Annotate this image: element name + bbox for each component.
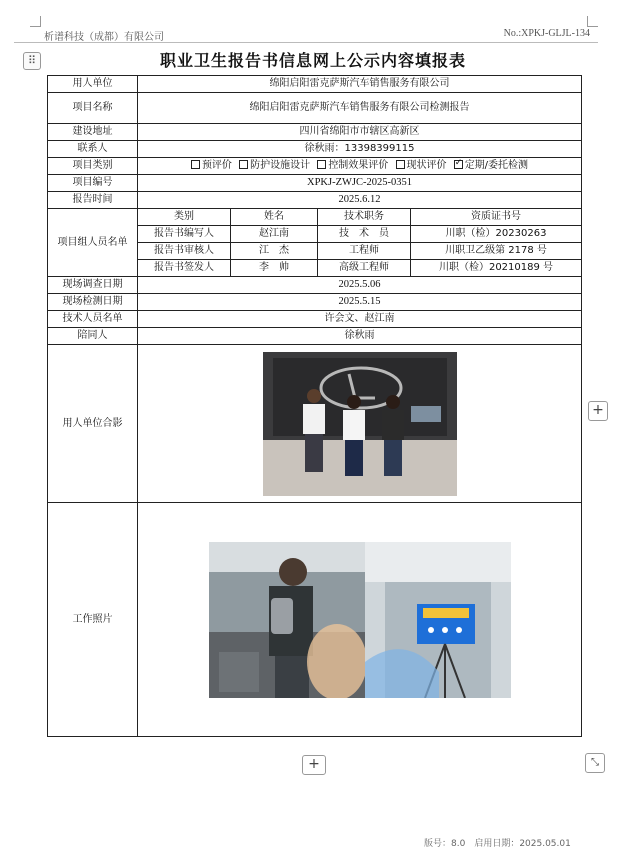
row-project-name <box>48 93 582 124</box>
team-header-title: 技术职务 <box>318 209 411 226</box>
label-category: 项目类别 <box>48 158 138 175</box>
category-option[interactable]: 预评价 <box>191 160 232 171</box>
team-header-role: 类别 <box>138 209 231 226</box>
team-cert[interactable]: 川职卫乙级第 2178 号 <box>411 243 582 260</box>
value-employer[interactable]: 绵阳启阳雷克萨斯汽车销售服务有限公司 <box>138 76 582 93</box>
row-employer <box>48 76 582 93</box>
team-role[interactable]: 报告书编写人 <box>138 226 231 243</box>
row-tech-staff <box>48 311 582 328</box>
label-project-name: 项目名称 <box>48 93 138 124</box>
label-contact: 联系人 <box>48 141 138 158</box>
row-address <box>48 124 582 141</box>
row-team-header <box>48 209 582 226</box>
team-name[interactable]: 赵江南 <box>231 226 318 243</box>
row-work-photo <box>48 503 582 737</box>
label-team: 项目组人员名单 <box>48 209 138 277</box>
group-photo-image[interactable] <box>263 352 457 496</box>
row-test-date <box>48 294 582 311</box>
header-rule <box>14 42 598 43</box>
row-escort <box>48 328 582 345</box>
label-employer: 用人单位 <box>48 76 138 93</box>
category-option[interactable]: 控制效果评价 <box>317 160 388 171</box>
page-title: 职业卫生报告书信息网上公示内容填报表 <box>159 51 466 70</box>
label-report-date: 报告时间 <box>48 192 138 209</box>
label-address: 建设地址 <box>48 124 138 141</box>
label-work-photo: 工作照片 <box>48 503 138 737</box>
team-cert[interactable]: 川职（检）20210189 号 <box>411 260 582 277</box>
team-title[interactable]: 高级工程师 <box>318 260 411 277</box>
work-photo-image[interactable] <box>365 542 511 698</box>
category-options <box>138 158 582 175</box>
value-survey-date[interactable]: 2025.5.06 <box>138 277 582 294</box>
label-tech-staff: 技术人员名单 <box>48 311 138 328</box>
checkbox-checked-icon[interactable] <box>454 160 463 169</box>
team-cert[interactable]: 川职（检）20230263 <box>411 226 582 243</box>
row-survey-date <box>48 277 582 294</box>
checkbox-icon[interactable] <box>191 160 200 169</box>
label-group-photo: 用人单位合影 <box>48 345 138 503</box>
row-contact <box>48 141 582 158</box>
label-test-date: 现场检测日期 <box>48 294 138 311</box>
checkbox-icon[interactable] <box>396 160 405 169</box>
header-company: 析谱科技（成都）有限公司 <box>44 32 164 43</box>
value-tech-staff[interactable]: 许会文、赵江南 <box>138 311 582 328</box>
category-option[interactable]: 防护设施设计 <box>239 160 310 171</box>
resize-table-icon[interactable]: ⤡ <box>585 753 605 773</box>
value-address[interactable]: 四川省绵阳市市辖区高新区 <box>138 124 582 141</box>
checkbox-icon[interactable] <box>239 160 248 169</box>
category-option[interactable]: ✓ 定期/委托检测 <box>454 160 528 171</box>
value-project-name[interactable]: 绵阳启阳雷克萨斯汽车销售服务有限公司检测报告 <box>138 93 582 124</box>
row-report-date <box>48 192 582 209</box>
page-corner-mark <box>30 16 41 27</box>
row-project-number <box>48 175 582 192</box>
team-role[interactable]: 报告书签发人 <box>138 260 231 277</box>
category-option[interactable]: 现状评价 <box>396 160 447 171</box>
table-drag-handle-icon[interactable]: ⠿ <box>23 52 41 70</box>
page-corner-mark <box>587 16 598 27</box>
checkbox-icon[interactable] <box>317 160 326 169</box>
footer-version: 版号：8.0 启用日期：2025.05.01 <box>424 839 571 849</box>
team-header-cert: 资质证书号 <box>411 209 582 226</box>
team-role[interactable]: 报告书审核人 <box>138 243 231 260</box>
team-header-name: 姓名 <box>231 209 318 226</box>
row-group-photo <box>48 345 582 503</box>
value-report-date[interactable]: 2025.6.12 <box>138 192 582 209</box>
group-photo-cell <box>138 345 582 503</box>
work-photo-image[interactable] <box>209 542 365 698</box>
team-name[interactable]: 江 杰 <box>231 243 318 260</box>
add-row-icon[interactable]: + <box>302 755 326 775</box>
value-contact[interactable]: 徐秋雨：13398399115 <box>138 141 582 158</box>
header-doc-number: No.:XPKJ-GLJL-134 <box>503 28 590 39</box>
disclosure-form-table <box>47 75 582 737</box>
label-project-number: 项目编号 <box>48 175 138 192</box>
label-escort: 陪同人 <box>48 328 138 345</box>
work-photo-cell <box>138 503 582 737</box>
team-name[interactable]: 李 帅 <box>231 260 318 277</box>
team-title[interactable]: 工程师 <box>318 243 411 260</box>
team-title[interactable]: 技 术 员 <box>318 226 411 243</box>
value-test-date[interactable]: 2025.5.15 <box>138 294 582 311</box>
row-category <box>48 158 582 175</box>
add-column-icon[interactable]: + <box>588 401 608 421</box>
value-escort[interactable]: 徐秋雨 <box>138 328 582 345</box>
label-survey-date: 现场调查日期 <box>48 277 138 294</box>
value-project-number[interactable]: XPKJ-ZWJC-2025-0351 <box>138 175 582 192</box>
